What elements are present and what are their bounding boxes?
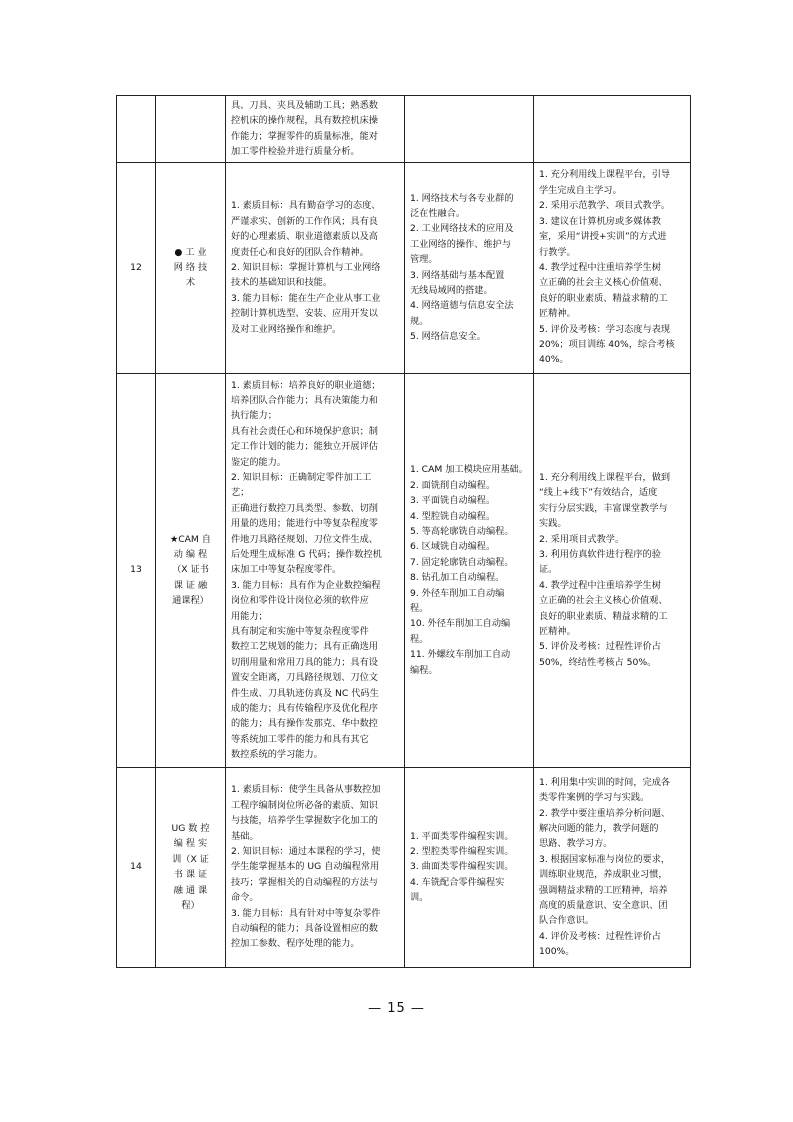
cell-line: 动 编 程 [173,549,208,561]
cell-line: 行教学。 [539,246,576,258]
cell-line: 控加工参数、程序处理的能力。 [231,938,360,950]
cell-line: 作能力；掌握零件的质量标准，能对 [231,130,378,142]
course-goals-cell [226,767,405,967]
cell-line: 术 [185,277,196,289]
cell-line: 强调精益求精的工匠精神，培养 [539,884,668,896]
page-number: — 15 — [368,1001,425,1016]
cell-line: 泛在性融合。 [410,208,466,219]
course-content-cell [405,373,534,767]
course-number-cell [117,96,156,163]
cell-line: 1. 利用集中实训的时间，完成各 [539,776,671,788]
cell-line: 的能力；具有操作发那克、华中数控 [231,718,378,730]
cell-line: “线上+线下”有效结合，适度 [539,487,658,499]
cell-line: UG 数 控 [171,822,210,834]
cell-line: 室，采用“讲授+实训”的方式进 [539,231,667,243]
cell-line: 具、刀具、夹具及辅助工具；熟悉数 [231,100,378,111]
cell-line: 2. 采用示范教学、项目式教学。 [539,200,671,212]
cell-line: 无线局域网的搭建。 [410,285,493,297]
cell-line: 1. CAM 加工模块应用基础。 [410,464,528,476]
course-content-cell [405,767,534,967]
cell-line: 自动编程的能力；具备设置相应的数 [231,923,378,935]
cell-line: 3. 利用仿真软件进行程序的验 [539,549,661,561]
cell-line: 学生能掌握基本的 UG 自动编程常用 [231,861,380,873]
cell-line: 控制计算机选型、安装、应用开发以 [231,308,378,320]
cell-line: 数控系统的学习能力。 [231,749,323,761]
cell-line: 1. 充分利用线上课程平台，做到 [539,471,671,483]
cell-line: 4. 教学过程中注重培养学生树 [539,261,661,273]
teaching-requirements-cell [534,162,691,373]
cell-line: 4. 教学过程中注重培养学生树 [539,579,661,591]
cell-line: 3. 能力目标：能在生产企业从事工业 [231,292,381,304]
cell-line: 5. 评价及考核：学习态度与表现 [539,323,671,335]
cell-line: 编程。 [410,664,438,676]
cell-line: 好的心理素质、职业道德素质以及高 [231,231,378,243]
cell-line: 7. 固定轮廓铣自动编程。 [410,556,514,568]
cell-line: 2. 教学中要注重培养分析问题、 [539,807,671,819]
teaching-requirements-cell [534,767,691,967]
cell-line: 置安全距离，刀具路径规划、刀位文 [231,672,378,684]
cell-line: 2. 知识目标：通过本课程的学习，使 [231,846,381,858]
cell-line: 工业网络的操作、维护与 [410,238,512,250]
cell-line: 20%；项目训练 40%，综合考核 [539,338,675,350]
cell-line: 具有社会责任心和环境保护意识；制 [231,425,378,437]
table-row [117,767,691,967]
cell-line: 与技能，培养学生掌握数字化加工的 [231,815,378,827]
cell-line: 匠精神。 [539,626,576,638]
cell-line: 3. 建议在计算机房或多媒体教 [539,215,661,227]
cell-line: 程） [181,899,200,911]
cell-line: 队合作意识。 [539,915,595,927]
course-table [116,95,691,968]
cell-line: 训练职业规范，养成职业习惯， [539,869,668,881]
cell-line: 解决问题的能力，教学问题的 [539,822,659,834]
cell-line: 岗位和零件设计岗位必须的软件应 [231,595,369,607]
cell-line: 切削用量和常用刀具的能力；具有设 [231,656,378,668]
cell-line: 3. 根据国家标准与岗位的要求， [539,853,671,865]
cell-line: 2. 知识目标：掌握计算机与工业网络 [231,261,381,273]
cell-line: 高度的质量意识、安全意识、团 [539,899,668,911]
cell-line: 严谨求实、创新的工作作风；具有良 [231,215,378,227]
cell-line: 用量的选用；能进行中等复杂程度零 [231,518,378,530]
cell-line: 度责任心和良好的团队合作精神。 [231,246,369,258]
cell-line: 4. 评价及考核：过程性评价占 [539,930,661,942]
cell-line: 艺； [231,487,250,499]
cell-line: 4. 网络道德与信息安全法 [410,300,514,312]
course-number-cell: 12 [117,162,156,373]
table-row [117,162,691,373]
cell-line: 管理。 [410,254,438,266]
cell-line: 规。 [410,315,429,327]
cell-line: 课 证 融 [173,579,208,591]
cell-line: 融 通 课 [173,884,208,896]
cell-line: 3. 网络基础与基本配置 [410,269,505,281]
cell-line: 1. 充分利用线上课程平台，引导 [539,169,671,181]
cell-line: 9. 外径车削加工自动编 [410,587,505,599]
cell-line: 11. 外螺纹车削加工自动 [410,649,511,661]
cell-line: 3. 能力目标：具有针对中等复杂零件 [231,907,381,919]
cell-line: 5. 评价及考核：过程性评价占 [539,641,661,653]
cell-line: 工程序编制岗位所必备的素质、知识 [231,799,378,811]
cell-line: 实行分层实践，丰富课堂教学与 [539,502,668,514]
cell-line: 执行能力； [231,410,277,422]
cell-line: 立正确的社会主义核心价值观、 [539,595,668,607]
cell-line: 技术的基础知识和技能。 [231,277,333,289]
cell-line: 2. 面铣削自动编程。 [410,479,496,491]
course-content-cell [405,96,534,163]
cell-line: 等系统加工零件的能力和具有其它 [231,733,369,745]
cell-line: 100%。 [539,946,575,958]
course-goals-cell [226,162,405,373]
table-row [117,96,691,163]
cell-line: 2. 工业网络技术的应用及 [410,223,514,235]
cell-line: 3. 能力目标：具有作为企业数控编程 [231,579,381,591]
cell-line: 10. 外径车削加工自动编 [410,618,511,630]
cell-line: 1. 素质目标：使学生具备从事数控加 [231,784,381,796]
cell-line: 编 程 实 [173,838,208,850]
course-number-cell: 13 [117,373,156,767]
cell-line: ★CAM 自 [170,533,211,545]
cell-line: 数控工艺规划的能力；具有正确选用 [231,641,378,653]
cell-line: 1. 素质目标：具有勤奋学习的态度、 [231,200,381,212]
cell-line: 1. 平面类零件编程实训。 [410,830,514,842]
cell-line: 4. 车铣配合零件编程实 [410,876,505,888]
cell-line: ● 工 业 [174,246,207,258]
cell-line: 网 络 技 [173,261,208,273]
cell-line: 成的能力；具有传输程序及优化程序 [231,703,378,715]
cell-line: 加工零件检验并进行质量分析。 [231,146,360,158]
cell-line: 后处理生成标准 G 代码；操作数控机 [231,549,382,561]
cell-line: 5. 等高轮廓铣自动编程。 [410,525,514,537]
course-name-cell [156,767,226,967]
cell-line: 良好的职业素质、精益求精的工 [539,610,668,622]
course-name-cell [156,162,226,373]
course-goals-cell [226,96,405,163]
cell-line: 正确进行数控刀具类型、参数、切削 [231,502,378,514]
cell-line: 训。 [410,892,429,904]
cell-line: 4. 型腔铣自动编程。 [410,510,496,522]
cell-line: 床加工中等复杂程度零件。 [231,564,342,576]
course-table-body [117,96,691,968]
cell-line: 50%，终结性考核占 50%。 [539,656,657,668]
cell-line: 实践。 [539,518,567,530]
table-row [117,373,691,767]
cell-line: 技巧；掌握相关的自动编程的方法与 [231,876,378,888]
cell-line: 通课程） [172,595,209,607]
cell-line: 证。 [539,564,558,576]
teaching-requirements-cell [534,96,691,163]
cell-line: 3. 平面铣自动编程。 [410,495,496,507]
cell-line: 培养团队合作能力；具有决策能力和 [231,394,378,406]
cell-line: 2. 知识目标：正确制定零件加工工 [231,471,372,483]
teaching-requirements-cell [534,373,691,767]
cell-line: 用能力； [231,610,268,622]
cell-line: 件地刀具路径规划、刀位文件生成、 [231,533,378,545]
course-name-cell [156,373,226,767]
cell-line: 学生完成自主学习。 [539,184,622,196]
cell-line: 1. 网络技术与各专业群的 [410,192,514,204]
cell-line: 基础。 [231,830,259,842]
cell-line: 程。 [410,602,429,614]
cell-line: 类零件案例的学习与实践。 [539,792,650,804]
cell-line: 鉴定的能力。 [231,456,287,468]
course-content-cell [405,162,534,373]
cell-line: 件生成、刀具轨迹仿真及 NC 代码生 [231,687,379,699]
cell-line: 良好的职业素质、精益求精的工 [539,292,668,304]
cell-line: 书 课 证 [173,869,208,881]
cell-line: 8. 钻孔加工自动编程。 [410,572,505,584]
cell-line: 命令。 [231,892,259,904]
cell-line: 思路、教学习方。 [539,838,613,850]
course-number-cell: 14 [117,767,156,967]
cell-line: 3. 曲面类零件编程实训。 [410,861,514,873]
cell-line: （X 证书 [172,564,209,576]
cell-line: 2. 采用项目式教学。 [539,533,625,545]
cell-line: 及对工业网络操作和维护。 [231,323,342,335]
cell-line: 训（X 证 [172,853,209,865]
cell-line: 匠精神。 [539,308,576,320]
cell-line: 具有制定和实施中等复杂程度零件 [231,626,369,638]
cell-line: 5. 网络信息安全。 [410,331,486,343]
cell-line: 立正确的社会主义核心价值观、 [539,277,668,289]
cell-line: 40%。 [539,354,569,366]
course-goals-cell [226,373,405,767]
cell-line: 程。 [410,633,429,645]
cell-line: 控机床的操作规程，具有数控机床操 [231,115,378,127]
course-name-cell [156,96,226,163]
cell-line: 1. 素质目标：培养良好的职业道德； [231,379,381,391]
cell-line: 定工作计划的能力；能独立开展评估 [231,441,378,453]
cell-line: 6. 区域铣自动编程。 [410,541,496,553]
cell-line: 2. 型腔类零件编程实训。 [410,846,514,858]
